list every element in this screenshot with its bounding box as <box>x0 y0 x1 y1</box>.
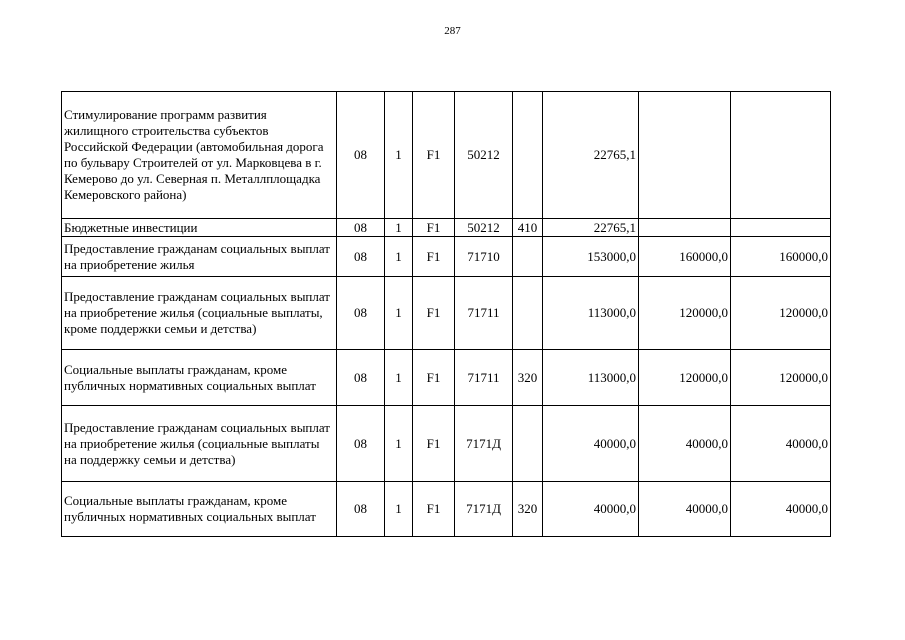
code-cell: 7171Д <box>455 482 513 537</box>
program-cell: F1 <box>413 219 455 237</box>
sum2-cell: 120000,0 <box>639 277 731 350</box>
program-cell: F1 <box>413 237 455 277</box>
code-cell: 7171Д <box>455 406 513 482</box>
sum3-cell: 160000,0 <box>731 237 831 277</box>
podrazdel-cell: 1 <box>385 237 413 277</box>
sum3-cell: 40000,0 <box>731 482 831 537</box>
sum1-cell: 113000,0 <box>543 350 639 406</box>
row-name: Бюджетные инвестиции <box>62 219 337 237</box>
razdel-cell: 08 <box>337 237 385 277</box>
sum2-cell: 120000,0 <box>639 350 731 406</box>
sum1-cell: 153000,0 <box>543 237 639 277</box>
vid-cell: 410 <box>513 219 543 237</box>
page-number: 287 <box>444 25 461 37</box>
sum2-cell <box>639 219 731 237</box>
sum1-cell: 40000,0 <box>543 482 639 537</box>
code-cell: 71711 <box>455 350 513 406</box>
table-row <box>62 350 831 406</box>
podrazdel-cell: 1 <box>385 92 413 219</box>
razdel-cell: 08 <box>337 482 385 537</box>
code-cell: 50212 <box>455 92 513 219</box>
budget-table <box>61 91 831 537</box>
code-cell: 71710 <box>455 237 513 277</box>
sum1-cell: 113000,0 <box>543 277 639 350</box>
razdel-cell: 08 <box>337 92 385 219</box>
program-cell: F1 <box>413 92 455 219</box>
sum3-cell: 120000,0 <box>731 350 831 406</box>
sum2-cell: 40000,0 <box>639 482 731 537</box>
razdel-cell: 08 <box>337 277 385 350</box>
table-row <box>62 237 831 277</box>
podrazdel-cell: 1 <box>385 277 413 350</box>
razdel-cell: 08 <box>337 219 385 237</box>
sum1-cell: 22765,1 <box>543 92 639 219</box>
sum3-cell: 40000,0 <box>731 406 831 482</box>
vid-cell <box>513 237 543 277</box>
sum2-cell <box>639 92 731 219</box>
sum2-cell: 160000,0 <box>639 237 731 277</box>
table-row <box>62 277 831 350</box>
table-row <box>62 92 831 219</box>
row-name: Социальные выплаты гражданам, кроме публичных нормативных социальных выплат <box>62 482 337 537</box>
vid-cell <box>513 277 543 350</box>
vid-cell <box>513 92 543 219</box>
sum1-cell: 40000,0 <box>543 406 639 482</box>
code-cell: 71711 <box>455 277 513 350</box>
podrazdel-cell: 1 <box>385 482 413 537</box>
sum3-cell: 120000,0 <box>731 277 831 350</box>
sum3-cell <box>731 219 831 237</box>
vid-cell: 320 <box>513 350 543 406</box>
podrazdel-cell: 1 <box>385 406 413 482</box>
razdel-cell: 08 <box>337 406 385 482</box>
row-name: Предоставление гражданам социальных выплат на приобретение жилья (социальные выплаты, кроме поддержки семьи и детства) <box>62 277 337 350</box>
sum2-cell: 40000,0 <box>639 406 731 482</box>
table-row <box>62 406 831 482</box>
code-cell: 50212 <box>455 219 513 237</box>
vid-cell <box>513 406 543 482</box>
sum1-cell: 22765,1 <box>543 219 639 237</box>
podrazdel-cell: 1 <box>385 219 413 237</box>
program-cell: F1 <box>413 482 455 537</box>
vid-cell: 320 <box>513 482 543 537</box>
row-name: Предоставление гражданам социальных выплат на приобретение жилья (социальные выплаты на поддержку семьи и детства) <box>62 406 337 482</box>
sum3-cell <box>731 92 831 219</box>
table-row <box>62 482 831 537</box>
row-name: Социальные выплаты гражданам, кроме публичных нормативных социальных выплат <box>62 350 337 406</box>
table-row <box>62 219 831 237</box>
row-name: Предоставление гражданам социальных выплат на приобретение жилья <box>62 237 337 277</box>
razdel-cell: 08 <box>337 350 385 406</box>
program-cell: F1 <box>413 406 455 482</box>
podrazdel-cell: 1 <box>385 350 413 406</box>
program-cell: F1 <box>413 277 455 350</box>
program-cell: F1 <box>413 350 455 406</box>
row-name: Стимулирование программ развития жилищного строительства субъектов Российской Федерации (автомобильная дорога по бульвару Строителей от ул. Марковцева в г. Кемерово до ул. Северная п. Металлплощадка Кемеровского района) <box>62 92 337 219</box>
